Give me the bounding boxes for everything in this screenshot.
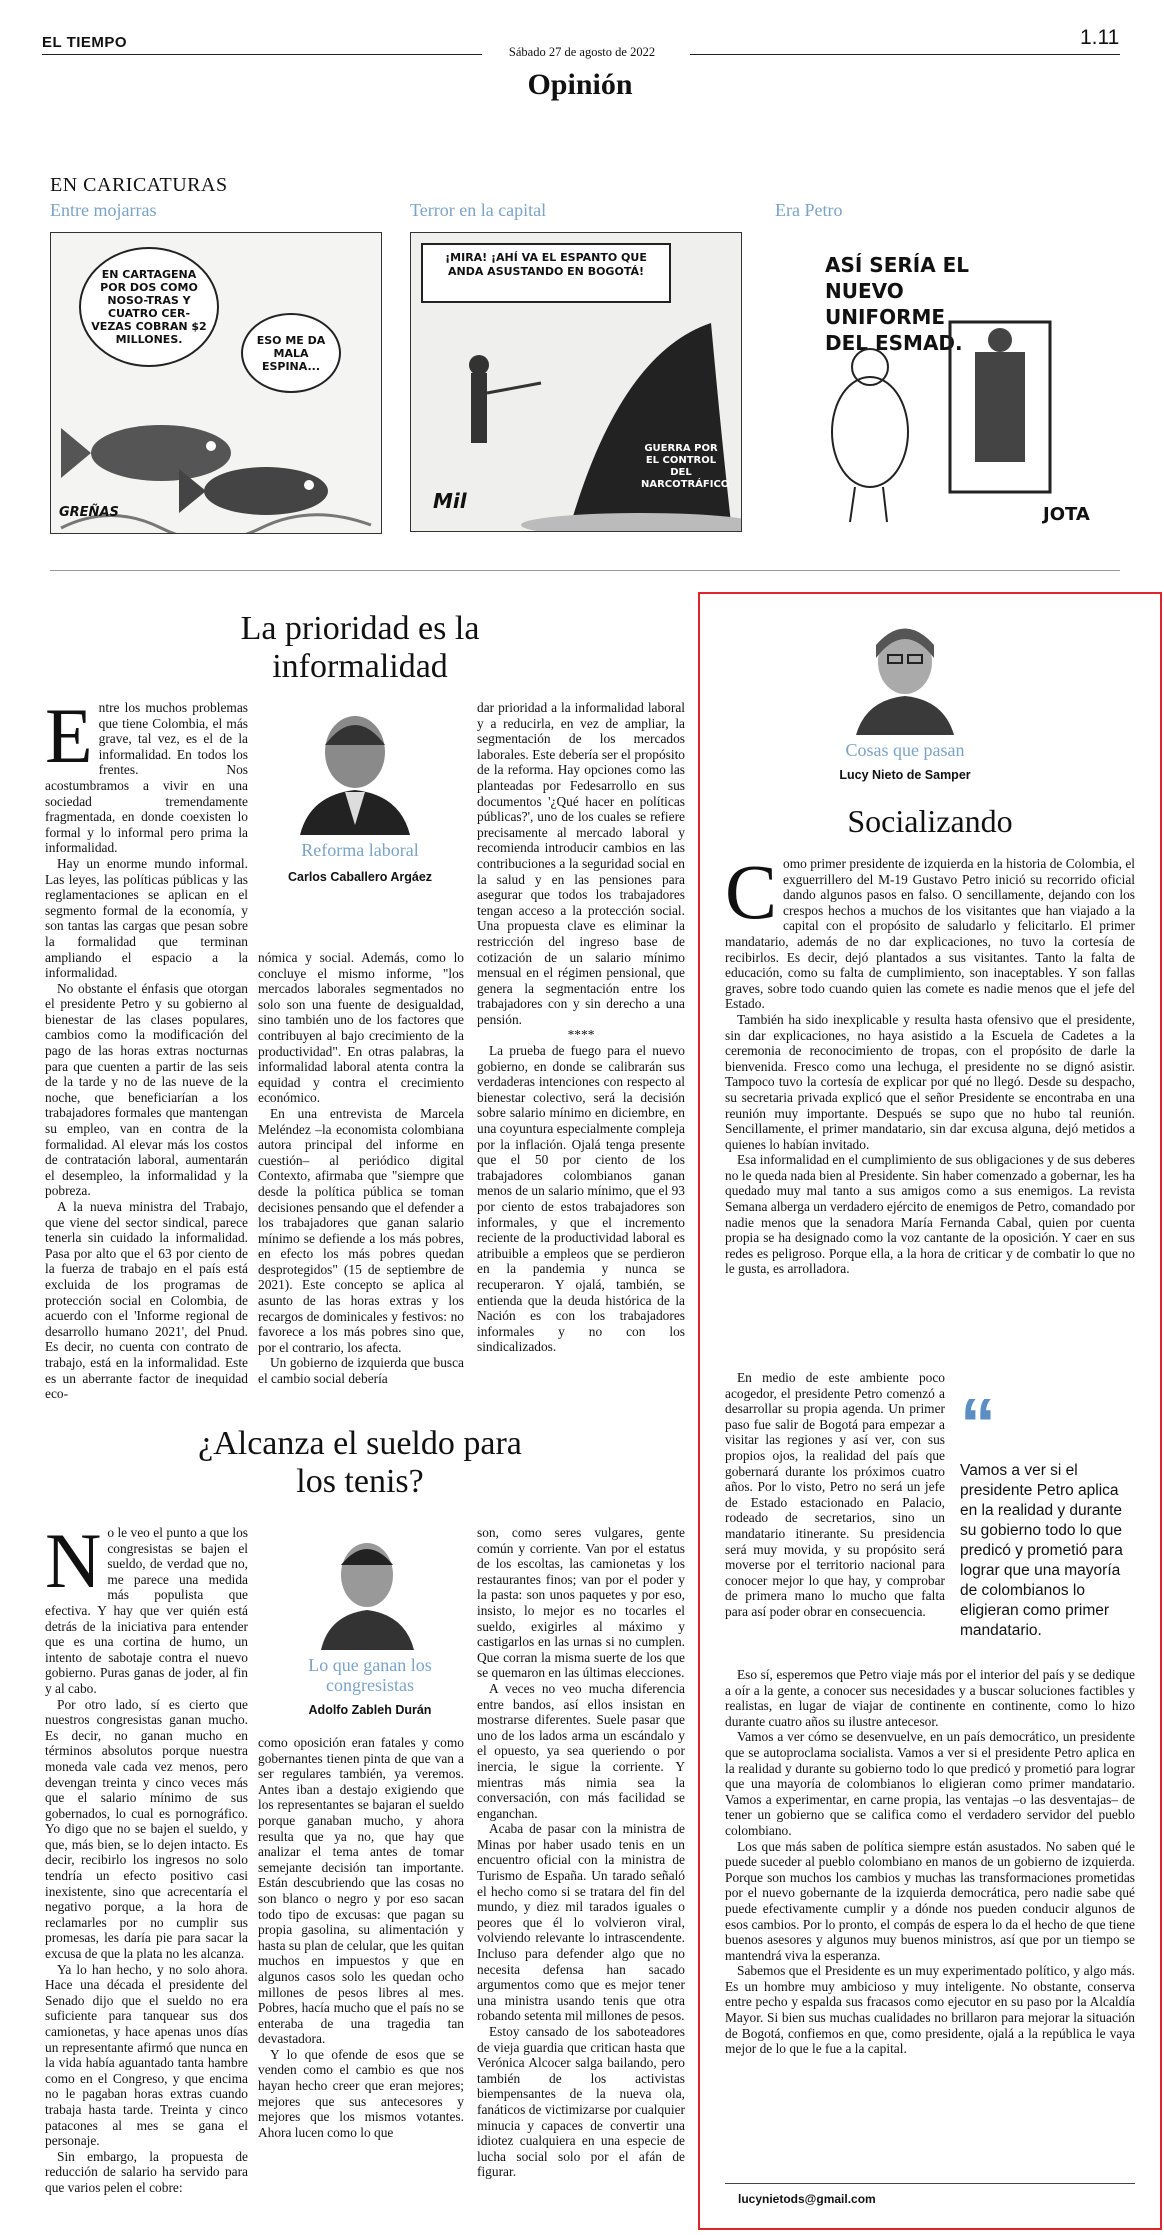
article-3-paragraph: Vamos a ver cómo se desenvuelve, en un país democrático, un presidente que se autoproclama socialista. Vamos a ver si el presidente Petro aplica en la realidad y durante su gobierno todo lo que predicó y prometió para lograr que una mayoría de colombianos lo eligieran como primer mandatario. Vamos a experimentar, en carne propia, las ventajas –o las desventajas– de tener un gobierno que se califica como el verdadero servidor del pueblo colombiano.: [725, 1729, 1135, 1838]
carlos-caballero-portrait: [290, 700, 420, 835]
article-1-paragraph: nómica y social. Además, como lo concluye el mismo informe, "los mercados laborales segmentados no solo son una fuente de desigualdad, sino también uno de los factores que contribuyen al bajo crecimiento de la productividad". En otras palabras, la informalidad laboral atenta contra la equidad y contra el crecimiento económico.: [258, 950, 464, 1106]
header-rule-right: [690, 54, 1120, 55]
article-1-paragraph: ntre los muchos problemas que tiene Colombia, el más grave, tal vez, es el de la informalidad. En todos los frentes. Nos acostumbramos a vivir en una sociedad tremendamente fragmentada, en donde coexisten lo formal y lo informal pero prima la informalidad.: [45, 700, 248, 856]
cartoon-3-signature: JOTA: [1043, 504, 1090, 525]
article-2-dropcap: N: [45, 1517, 102, 1604]
portrait-2-drawing: [315, 1525, 420, 1650]
cartoon-2-signature: Mil: [433, 489, 467, 513]
article-3-body-continued: [725, 1667, 1135, 2057]
header: [0, 0, 1164, 100]
cartoon-terror-en-la-capital: [410, 232, 742, 532]
uniform-drawing: [775, 232, 1115, 532]
article-2-paragraph: Acaba de pasar con la ministra de Minas por haber usado tenis en un encuentro oficial con la ministra de Turismo de España. Un tarado señaló el hecho como si se tratara del fin del mundo, y diez mil tarados iguales o peores que él lo volvieron viral, volviendo relevante lo intrascendente. Incluso para defender algo que no necesita defensa han sacado argumentos como que es mejor tener una ministra usando tenis que otra robando setenta mil millones de pesos.: [477, 1821, 685, 2024]
article-1-separator: ****: [567, 1027, 595, 1043]
article-2-paragraph: Y lo que ofende de esos que se venden como el cambio es que nos hayan hecho creer que eran mejores; mejores que sus antecesores y mejores que los mismos votantes. Ahora lucen como lo que: [258, 2046, 464, 2140]
article-1-paragraph: No obstante el énfasis que otorgan el presidente Petro y su gobierno al bienestar de las clases populares, cambios como la modificación del pago de las horas extras nocturnas para que cuenten a partir de las seis de la tarde y no de las nueve de la noche, que beneficiarían a los trabajadores formales que mantengan su empleo, van en contra de la formalidad. Al elevar más los costos de contratación laboral, aumentarán el desempleo, la informalidad y la pobreza.: [45, 980, 248, 1199]
article-2-section-label: Lo que ganan los congresistas: [308, 1655, 432, 1695]
caricaturas-title: EN CARICATURAS: [50, 174, 228, 196]
article-3-section-label: Cosas que pasan: [845, 740, 965, 760]
cartoon-1-signature: GREÑAS: [59, 505, 119, 520]
pull-quote: [960, 1385, 1135, 1641]
article-3-body: [725, 848, 1135, 1277]
article-3-headline: Socializando: [847, 803, 1013, 839]
article-2-column-2: [258, 1735, 464, 2140]
article-1-paragraph: A la nueva ministra del Trabajo, que viene del sector sindical, parece tenerla sin cuidado la informalidad. Pasa por alto que el 63 por ciento de la fuerza de trabajo en el país está excluida de los programas de protección social en Colombia, de acuerdo con el 'Informe regional de desarrollo humano 2021', del Pnud. Es decir, no cuenta con contrato de trabajo, está en la informalidad. Este es un aberrante factor de inequidad eco-: [45, 1199, 248, 1402]
lucy-nieto-portrait: [850, 610, 960, 735]
article-2-headline: ¿Alcanza el sueldo para los tenis?: [198, 1425, 522, 1500]
article-2-paragraph: Ya lo han hecho, y no solo ahora. Hace una década el presidente del Senado dijo que el sueldo no era suficiente para tanquear sus dos camionetas, y hace apenas unos días un representante afirmó que nunca en la vida había aguantado tanta hambre como en el Congreso, y que encima no le pagaban horas extras cuando trabaja hasta tarde. Treinta y cinco patacones al mes se gana el personaje.: [45, 1961, 248, 2149]
article-1-section-label: Reforma laboral: [301, 840, 419, 860]
page-number: 1.11: [1080, 26, 1120, 49]
article-2-paragraph: son, como seres vulgares, gente común y corriente. Van por el estatus de los escoltas, las camionetas y los restaurantes finos; van por el poder y la pasta: son unos paquetes y por eso, insisto, lo mejor es no tocarles el sueldo, exigirles al máximo y castigarlos en las urnas si no cumplen. Que corran la misma suerte de los que se quemaron en las últimas elecciones.: [477, 1525, 685, 1681]
cartoon-era-petro: [775, 232, 1115, 532]
cartoon-3-caption: ASÍ SERÍA EL NUEVO UNIFORME DEL ESMAD.: [825, 253, 970, 355]
article-1-column-2: [258, 950, 464, 1387]
article-1-paragraph: Un gobierno de izquierda que busca el cambio social debería: [258, 1355, 464, 1387]
article-3-paragraph: Eso sí, esperemos que Petro viaje más por el interior del país y se dedique a oír a la gente, a conocer sus necesidades y a buscar soluciones factibles y realistas, en lugar de viajar de continente en continente, como lo hizo durante cuatro años su ilustre antecesor.: [725, 1667, 1135, 1729]
article-1-paragraph: La prueba de fuego para el nuevo gobierno, en donde se calibrarán sus verdaderas intenciones con respecto al bienestar colectivo, será la decisión sobre salario mínimo en diciembre, en una coyuntura especialmente compleja por la inflación. Ojalá tenga presente que el 50 por ciento de los trabajadores colombianos ganan menos de un salario mínimo, que el 93 por ciento de estos trabajadores son informales, y que el incremento reciente de la productividad laboral es atribuible a empleos que se perdieron en la pandemia y nunca se recuperaron. Y ojalá, también, se entienda que la deuda histórica de la Nación es con los trabajadores informales y no con los sindicalizados.: [477, 1043, 685, 1355]
cartoon-2-caption-box: ¡MIRA! ¡AHÍ VA EL ESPANTO QUE ANDA ASUSTANDO EN BOGOTÁ!: [421, 243, 671, 303]
article-3-dropcap: C: [725, 848, 778, 935]
article-1-paragraph: Hay un enorme mundo informal. Las leyes, las políticas públicas y las reglamentaciones se aplican en el segmento formal de la economía, y son tantas las cargas que pesan sobre la formalidad que terminan ampliando el espacio a la informalidad.: [45, 855, 248, 981]
issue-date: Sábado 27 de agosto de 2022: [508, 45, 656, 59]
article-3-wrap-column: [725, 1370, 945, 1620]
article-1-paragraph: En una entrevista de Marcela Meléndez –la economista colombiana autora principal del informe en cuestión– al periódico digital Contexto, afirmaba que "siempre que desde la política pública se toman decisiones pensando que el defender a los trabajadores que ganan salario mínimo se defiende a los más pobres, en efecto los más pobres quedan desprotegidos" (15 de septiembre de 2021). Este concepto se aplica al asunto de las horas extras y los recargos de dominicales y festivos: no favorece a los más pobres sino que, por el contrario, los afecta.: [258, 1105, 464, 1355]
article-2-paragraph: Sin embargo, la propuesta de reducción de salario ha servido para que varios pelen el cobre:: [45, 2148, 248, 2195]
article-1-column-1: [45, 692, 248, 1402]
article-1-author: Carlos Caballero Argáez: [287, 870, 433, 884]
article-3-paragraph: Los que más saben de política siempre están asustados. No saben qué le puede suceder al pueblo colombiano en manos de un gobierno de izquierda. Porque son muchos los cambios y muchas las transformaciones prometidas por el nuevo gobernante de la izquierda democrática, pero nadie sabe qué puede efectivamente cumplir y a dónde nos pueden conducir algunos de esos cambios. Por lo pronto, el compás de espera lo da el hecho de que tiene buenos asesores y algunos muy buenos ministros, así que por un tiempo se mantendrá viva la esperanza.: [725, 1838, 1135, 1963]
article-3-paragraph: También ha sido inexplicable y resulta hasta ofensivo que el presidente, sin dar explicaciones, no haya asistido a la Escuela de Cadetes a la ceremonia de reconocimiento de tropas, con el propósito de darle la bienvenida. Fresco como una lechuga, el presidente no se dignó asistir. Tampoco tuvo la cortesía de explicar por qué no llegó. Desde su despacho, su secretaria privada explicó que el señor Presidente se encontraba en una reunión muy importante. Después se supo que no hubo tal reunión. Sencillamente, el primer mandatario, sin dar excusa alguna, dejó metidos a quienes lo habían invitado.: [725, 1011, 1135, 1152]
cartoon-1-bubble-2: ESO ME DA MALA ESPINA...: [241, 313, 341, 393]
article-3-author: Lucy Nieto de Samper: [839, 768, 971, 782]
cartoon-3-title: Era Petro: [775, 200, 843, 220]
article-3-paragraph: Esa informalidad en el cumplimiento de sus obligaciones y de sus deberes no le queda nada bien al Presidente. Sin haber comenzado a gobernar, les ha quedado muy mal tanto a sus amigos como a sus enemigos. La revista Semana alberga un verdadero ejército de enemigos de Petro, comandado por nadie menos que la senadora María Fernanda Cabal, quien por cuenta propia se ha designado como la voz cantante de la oposición. Y caer en sus redes es peligroso. Porque ella, a la hora de criticar y de combatir lo que no le gusta, es arrolladora.: [725, 1152, 1135, 1277]
email-rule: [725, 2183, 1135, 2184]
article-1-dropcap: E: [45, 692, 93, 779]
portrait-3-drawing: [850, 610, 960, 735]
article-3-paragraph: En medio de este ambiente poco acogedor, el presidente Petro comenzó a desarrollar su propia agenda. Un primer paso fue salir de Bogotá para empezar a visitar las regiones y así ver, con sus propios ojos, la realidad del país que gobernará durante los próximos cuatro años. Por lo visto, Petro no será un jefe de Estado estacionado en Palacio, rodeado de secretarios, sino un mandatario itinerante. Su presidencia será muy movida, y su propósito será moverse por el territorio nacional para conocer mejor lo que hay, y comprobar de primera mano lo mucho que falta para así poder obrar en consecuencia.: [725, 1370, 945, 1619]
newspaper-logo: EL TIEMPO: [42, 34, 128, 51]
article-2-column-1: [45, 1517, 248, 2196]
pull-quote-text: Vamos a ver si el presidente Petro aplica en la realidad y durante su gobierno todo lo que predicó y prometió para lograr que una mayoría de colombianos lo eligieran como primer mandatario.: [960, 1462, 1123, 1639]
section-title: Opinión: [527, 68, 633, 101]
cartoon-1-bubble-1: EN CARTAGENA POR DOS COMO NOSO-TRAS Y CUATRO CER-VEZAS COBRAN $2 MILLONES.: [79, 247, 219, 367]
header-rule-left: [42, 54, 482, 55]
caricaturas-divider: [50, 570, 1120, 571]
author-email-link[interactable]: lucynietods@gmail.com: [738, 2192, 876, 2206]
article-2-paragraph: A veces no veo mucha diferencia entre bandos, así ellos insistan en mostrarse diferentes. Suele pasar que uno de los lados arma un escándalo y el opuesto, ya sea queriendo o por inercia, le sigue la corriente. Y mientras más nimia sea la conversación, con más facilidad se enganchan.: [477, 1680, 685, 1821]
cartoon-2-title: Terror en la capital: [410, 200, 547, 220]
article-2-column-3: [477, 1525, 685, 2180]
article-2-paragraph: Por otro lado, sí es cierto que nuestros congresistas ganan mucho. Es decir, no ganan mucho en términos absolutos porque nuestra moneda vale cada vez menos, pero devengan treinta y cinco veces más que el salario mínimo de sus gobernados, lo cual es pornográfico. Yo digo que no se bajen el sueldo, y que, más bien, se lo dejen intacto. Es decir, recibirlo los ingresos no solo tendría un efecto positivo casi inexistente, sino que acrecentaría el negativo porque, a la hora de reclamarles por no cumplir sus promesas, les daría pie para sacar la excusa de que la plata no les alcanza.: [45, 1696, 248, 1962]
adolfo-zableh-portrait: [315, 1525, 420, 1650]
article-3-paragraph: Sabemos que el Presidente es un muy experimentado político, y algo más. Es un hombre muy ambicioso y muy inteligente. No obstante, conserva entre pecho y espalda sus fracasos como ejecutor en su paso por la Alcaldía Mayor. Si bien sus muchas cualidades no brillaron para mejorar la situación de Bogotá, confiemos en que, como presidente, ojalá a la república le vaya mejor de lo que le fue a la capital.: [725, 1963, 1135, 2057]
article-2-paragraph: como oposición eran fatales y como gobernantes tienen pinta de que van a ser regulares también, ya veremos. Antes iban a destajo exigiendo que los representantes se bajaran el sueldo porque ganaban mucho, y ahora resulta que ya no, que hay que analizar el tema antes de tomar semejante decisión tan importante. Están descubriendo que las cosas no son blanco o negro y por eso sacan todo tipo de excusas: que pagan su propia gasolina, su alimentación y hasta su plan de celular, que les quitan muchos en impuestos y que en algunos casos solo les quedan ocho millones de pesos libres al mes. Pobres, hacía mucho que el país no se enteraba de una tragedia tan devastadora.: [258, 1735, 464, 2047]
article-2-paragraph: o le veo el punto a que los congresistas se bajen el sueldo, de verdad que no, me parece una medida más populista que efectiva. Y hay que ver quién está detrás de la iniciativa para entender que es una cortina de humo, un intento de sabotaje contra el nuevo gobierno. Puras ganas de joder, al fin y al cabo.: [45, 1525, 248, 1696]
article-2-paragraph: Estoy cansado de los saboteadores de vieja guardia que critican hasta que Verónica Alcocer salga bailando, pero también de los activistas biempensantes de la nueva ola, fanáticos de victimizarse por cualquier minucia y capaces de convertir una idiotez cualquiera en una especie de lucha social solo por el afán de figurar.: [477, 2024, 685, 2180]
article-1-column-3: [477, 700, 685, 1355]
portrait-1-drawing: [290, 700, 420, 835]
cartoon-1-title: Entre mojarras: [50, 200, 157, 220]
quote-mark-icon: “: [960, 1385, 996, 1465]
article-1-headline: La prioridad es la informalidad: [240, 610, 480, 685]
cartoon-entre-mojarras: [50, 232, 382, 534]
article-3-paragraph: omo primer presidente de izquierda en la historia de Colombia, el exguerrillero del M-19 Gustavo Petro inició su recorrido oficial dando algunos pasos en falso. O sencillamente, dejando con los crespos hechos a muchos de los visitantes que han viajado a la capital con el propósito de saludarlo y felicitarlo. El primer mandatario, además de no dar explicaciones, no tuvo la cortesía de recibirlos. Es decir, dejó plantados a sus visitantes. Tanto la falta de educación, como su falta de cumplimiento, son inaceptables. Y son fallas graves, sobre todo cuando quien las comete es nadie menos que el jefe del Estado.: [725, 856, 1135, 1012]
article-1-paragraph: dar prioridad a la informalidad laboral y a reducirla, en vez de ampliar, la segmentación de los mercados laborales. Este debería ser el propósito de la reforma. Hay opciones como las planteadas por Fedesarrollo en sus documentos '¿Qué hacer en políticas públicas?', uno de los cuales se refiere precisamente al mercado laboral y recomienda introducir cambios en las contribuciones a la seguridad social en la salud y en las pensiones para asegurar que todos los trabajadores tengan acceso a la protección social. Una propuesta clave es eliminar la restricción del ingreso base de cotización de un salario mínimo mensual en el régimen pensional, que genera la segmentación entre los trabajadores con y sin derecho a una pensión.: [477, 700, 685, 1027]
article-2-author: Adolfo Zableh Durán: [308, 1703, 432, 1717]
cartoon-2-fin-label: GUERRA POR EL CONTROL DEL NARCOTRÁFICO: [641, 443, 730, 490]
caricaturas-section: [0, 170, 1164, 570]
